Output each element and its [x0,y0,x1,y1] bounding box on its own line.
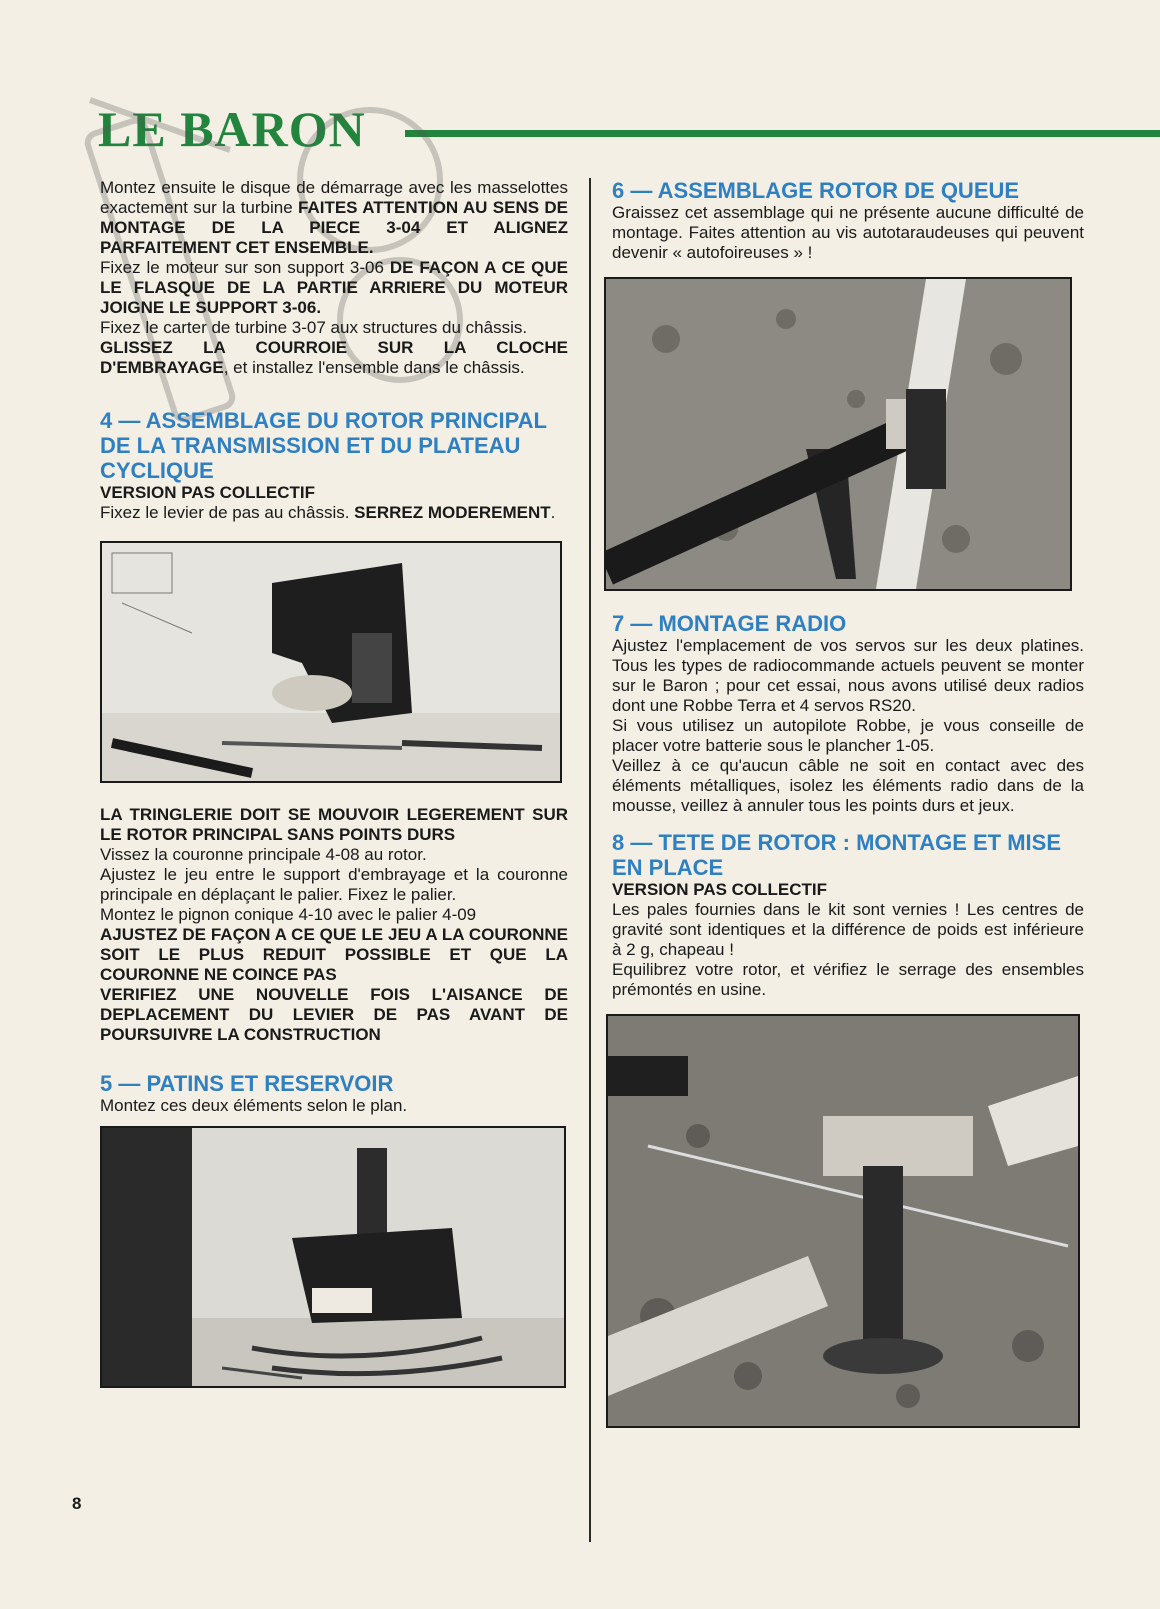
page-title: LE BARON [98,101,366,157]
section-7-paragraph-3: Veillez à ce qu'aucun câble ne soit en contact avec des éléments métalliques, isolez les éléments radio dans de la mousse, veillez à annuler tous les points durs et jeux. [612,756,1084,815]
adjust-warning: AJUSTEZ DE FAÇON A CE QUE LE JEU A LA COURONNE SOIT LE PLUS REDUIT POSSIBLE ET QUE LA COURONNE NE COINCE PAS [100,925,568,984]
crown-paragraph: Vissez la couronne principale 4-08 au rotor. [100,845,427,864]
section-5-heading: 5 — PATINS ET RESERVOIR [100,1071,394,1096]
section-8-paragraph-2: Equilibrez votre rotor, et vérifiez le serrage des ensembles prémontés en usine. [612,960,1084,999]
pinion-paragraph: Montez le pignon conique 4-10 avec le palier 4-09 [100,905,477,924]
right-column [612,178,1084,1428]
photo-skids-tank [100,1126,566,1388]
page-number: 8 [72,1494,82,1513]
intro-paragraph-2: Fixez le moteur sur son support 3-06 DE FAÇON A CE QUE LE FLASQUE DE LA PARTIE ARRIERE DU MOTEUR JOIGNE LE SUPPORT 3-06. [100,258,568,317]
section-8-paragraph-1: Les pales fournies dans le kit sont vernies ! Les centres de gravité sont identiques et la différence de poids est inférieure à 2 g, chapeau ! [612,900,1084,959]
photo-rotor-head [606,1014,1080,1428]
section-7-paragraph-1: Ajustez l'emplacement de vos servos sur les deux platines. Tous les types de radiocommande actuels peuvent se monter sur le Baron ; pour cet essai, nous avons utilisé deux radios dont une Robbe Terra et 4 servos RS20. [612,636,1084,715]
section-7-heading: 7 — MONTAGE RADIO [612,611,847,636]
intro-paragraph-4: GLISSEZ LA COURROIE SUR LA CLOCHE D'EMBRAYAGE, et installez l'ensemble dans le châssis. [100,338,568,377]
photo-tail-rotor [604,277,1072,591]
title-rule [405,130,1160,137]
intro-paragraph-3: Fixez le carter de turbine 3-07 aux structures du châssis. [100,318,528,337]
clutch-paragraph: Ajustez le jeu entre le support d'embrayage et la couronne principale en déplaçant le palier. Fixez le palier. [100,865,568,904]
section-6-text: Graissez cet assemblage qui ne présente aucune difficulté de montage. Faites attention au vis autotaraudeuses qui peuvent devenir « autofoireuses » ! [612,203,1084,262]
column-divider [589,178,591,1542]
section-5-text: Montez ces deux éléments selon le plan. [100,1096,408,1115]
section-7-paragraph-2: Si vous utilisez un autopilote Robbe, je vous conseille de placer votre batterie sous le plancher 1-05. [612,716,1084,755]
photo-chassis-assembly [100,541,562,783]
section-4-subheading: VERSION PAS COLLECTIF [100,483,316,502]
section-4-heading: 4 — ASSEMBLAGE DU ROTOR PRINCIPAL DE LA TRANSMISSION ET DU PLATEAU CYCLIQUE [100,408,547,483]
linkage-warning: LA TRINGLERIE DOIT SE MOUVOIR LEGEREMENT SUR LE ROTOR PRINCIPAL SANS POINTS DURS [100,805,568,844]
verify-warning: VERIFIEZ UNE NOUVELLE FOIS L'AISANCE DE DEPLACEMENT DU LEVIER DE PAS AVANT DE POURSUIVRE LA CONSTRUCTION [100,985,568,1044]
section-6-heading: 6 — ASSEMBLAGE ROTOR DE QUEUE [612,178,1020,203]
intro-paragraph-1: Montez ensuite le disque de démarrage avec les masselottes exactement sur la turbine FAITES ATTENTION AU SENS DE MONTAGE DE LA PIECE 3-04 ET ALIGNEZ PARFAITEMENT CET ENSEMBLE. [100,178,568,257]
section-8-subheading: VERSION PAS COLLECTIF [612,880,828,899]
section-8-heading: 8 — TETE DE ROTOR : MONTAGE ET MISE EN PLACE [612,830,1061,880]
left-column [100,178,568,1388]
section-4-text: Fixez le levier de pas au châssis. SERREZ MODEREMENT. [100,503,556,522]
